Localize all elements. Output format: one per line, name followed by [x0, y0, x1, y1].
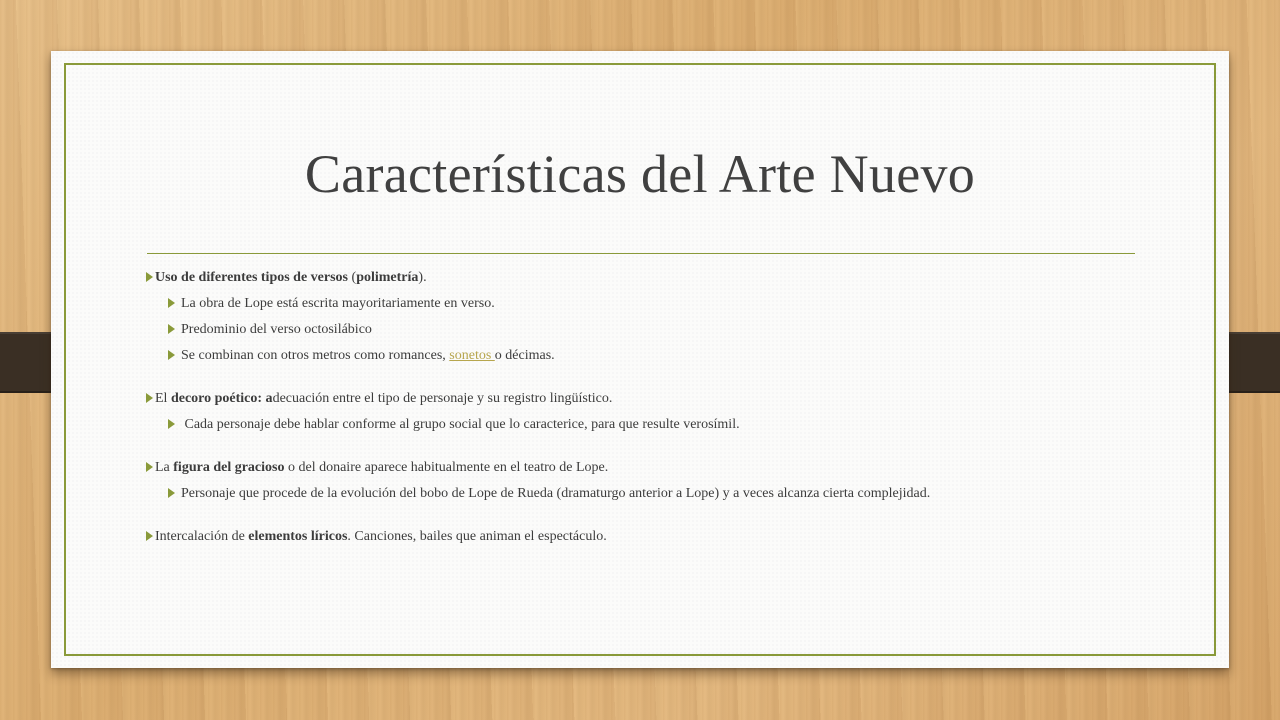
arrow-bullet-icon — [168, 350, 175, 360]
slide-paper — [51, 51, 1229, 668]
sub-bullet-verso — [168, 295, 1176, 313]
slide-content — [146, 269, 1176, 546]
arrow-bullet-icon — [168, 419, 175, 429]
sub-bullet-text: Personaje que procede de la evolución del bobo de Lope de Rueda (dramaturgo anterior a Lope) y a veces alcanza cierta complejidad. — [181, 486, 931, 501]
sub-bullet-text: La obra de Lope está escrita mayoritariamente en verso. — [181, 296, 495, 311]
bullet-bold-text: Uso de diferentes tipos de versos — [155, 270, 349, 285]
slide-title: Características del Arte Nuevo — [304, 144, 976, 204]
bullet-polimetria — [146, 269, 1176, 287]
bullet-text: o del donaire aparece habitualmente en el teatro de Lope. — [284, 460, 609, 475]
sub-bullet-bobo — [168, 485, 1176, 503]
arrow-bullet-icon — [146, 393, 153, 403]
bullet-text: El — [155, 391, 171, 406]
bullet-gracioso — [146, 459, 1176, 477]
bullet-text: ( — [348, 270, 357, 285]
bullet-bold-text: polimetría — [356, 270, 419, 285]
bullet-text: Intercalación de — [155, 529, 249, 544]
bullet-text: ). — [418, 270, 427, 285]
bullet-text: decuación entre el tipo de personaje y su registro lingüístico. — [272, 391, 613, 406]
arrow-bullet-icon — [168, 488, 175, 498]
sub-bullet-text: Cada personaje debe hablar conforme al grupo social que lo caracterice, para que resulte verosímil. — [181, 417, 740, 432]
bullet-bold-text: figura del gracioso — [173, 460, 285, 475]
title-divider — [147, 253, 1135, 254]
bullet-decoro — [146, 390, 1176, 408]
sub-bullet-text: Predominio del verso octosilábico — [181, 322, 372, 337]
sub-bullet-octosilabico — [168, 321, 1176, 339]
sub-bullet-text: Se combinan con otros metros como romances, — [181, 348, 450, 363]
arrow-bullet-icon — [168, 298, 175, 308]
sub-bullet-text: o décimas. — [494, 348, 555, 363]
arrow-bullet-icon — [168, 324, 175, 334]
bullet-bold-text: elementos líricos — [248, 529, 348, 544]
sonetos-link[interactable]: sonetos — [449, 348, 495, 363]
arrow-bullet-icon — [146, 462, 153, 472]
arrow-bullet-icon — [146, 531, 153, 541]
bullet-text: La — [155, 460, 174, 475]
arrow-bullet-icon — [146, 272, 153, 282]
sub-bullet-personaje — [168, 416, 1176, 434]
bullet-text: . Canciones, bailes que animan el espectáculo. — [347, 529, 607, 544]
bullet-bold-text: decoro poético: a — [170, 391, 273, 406]
bullet-liricos — [146, 528, 1176, 546]
sub-bullet-metros — [168, 347, 1176, 365]
